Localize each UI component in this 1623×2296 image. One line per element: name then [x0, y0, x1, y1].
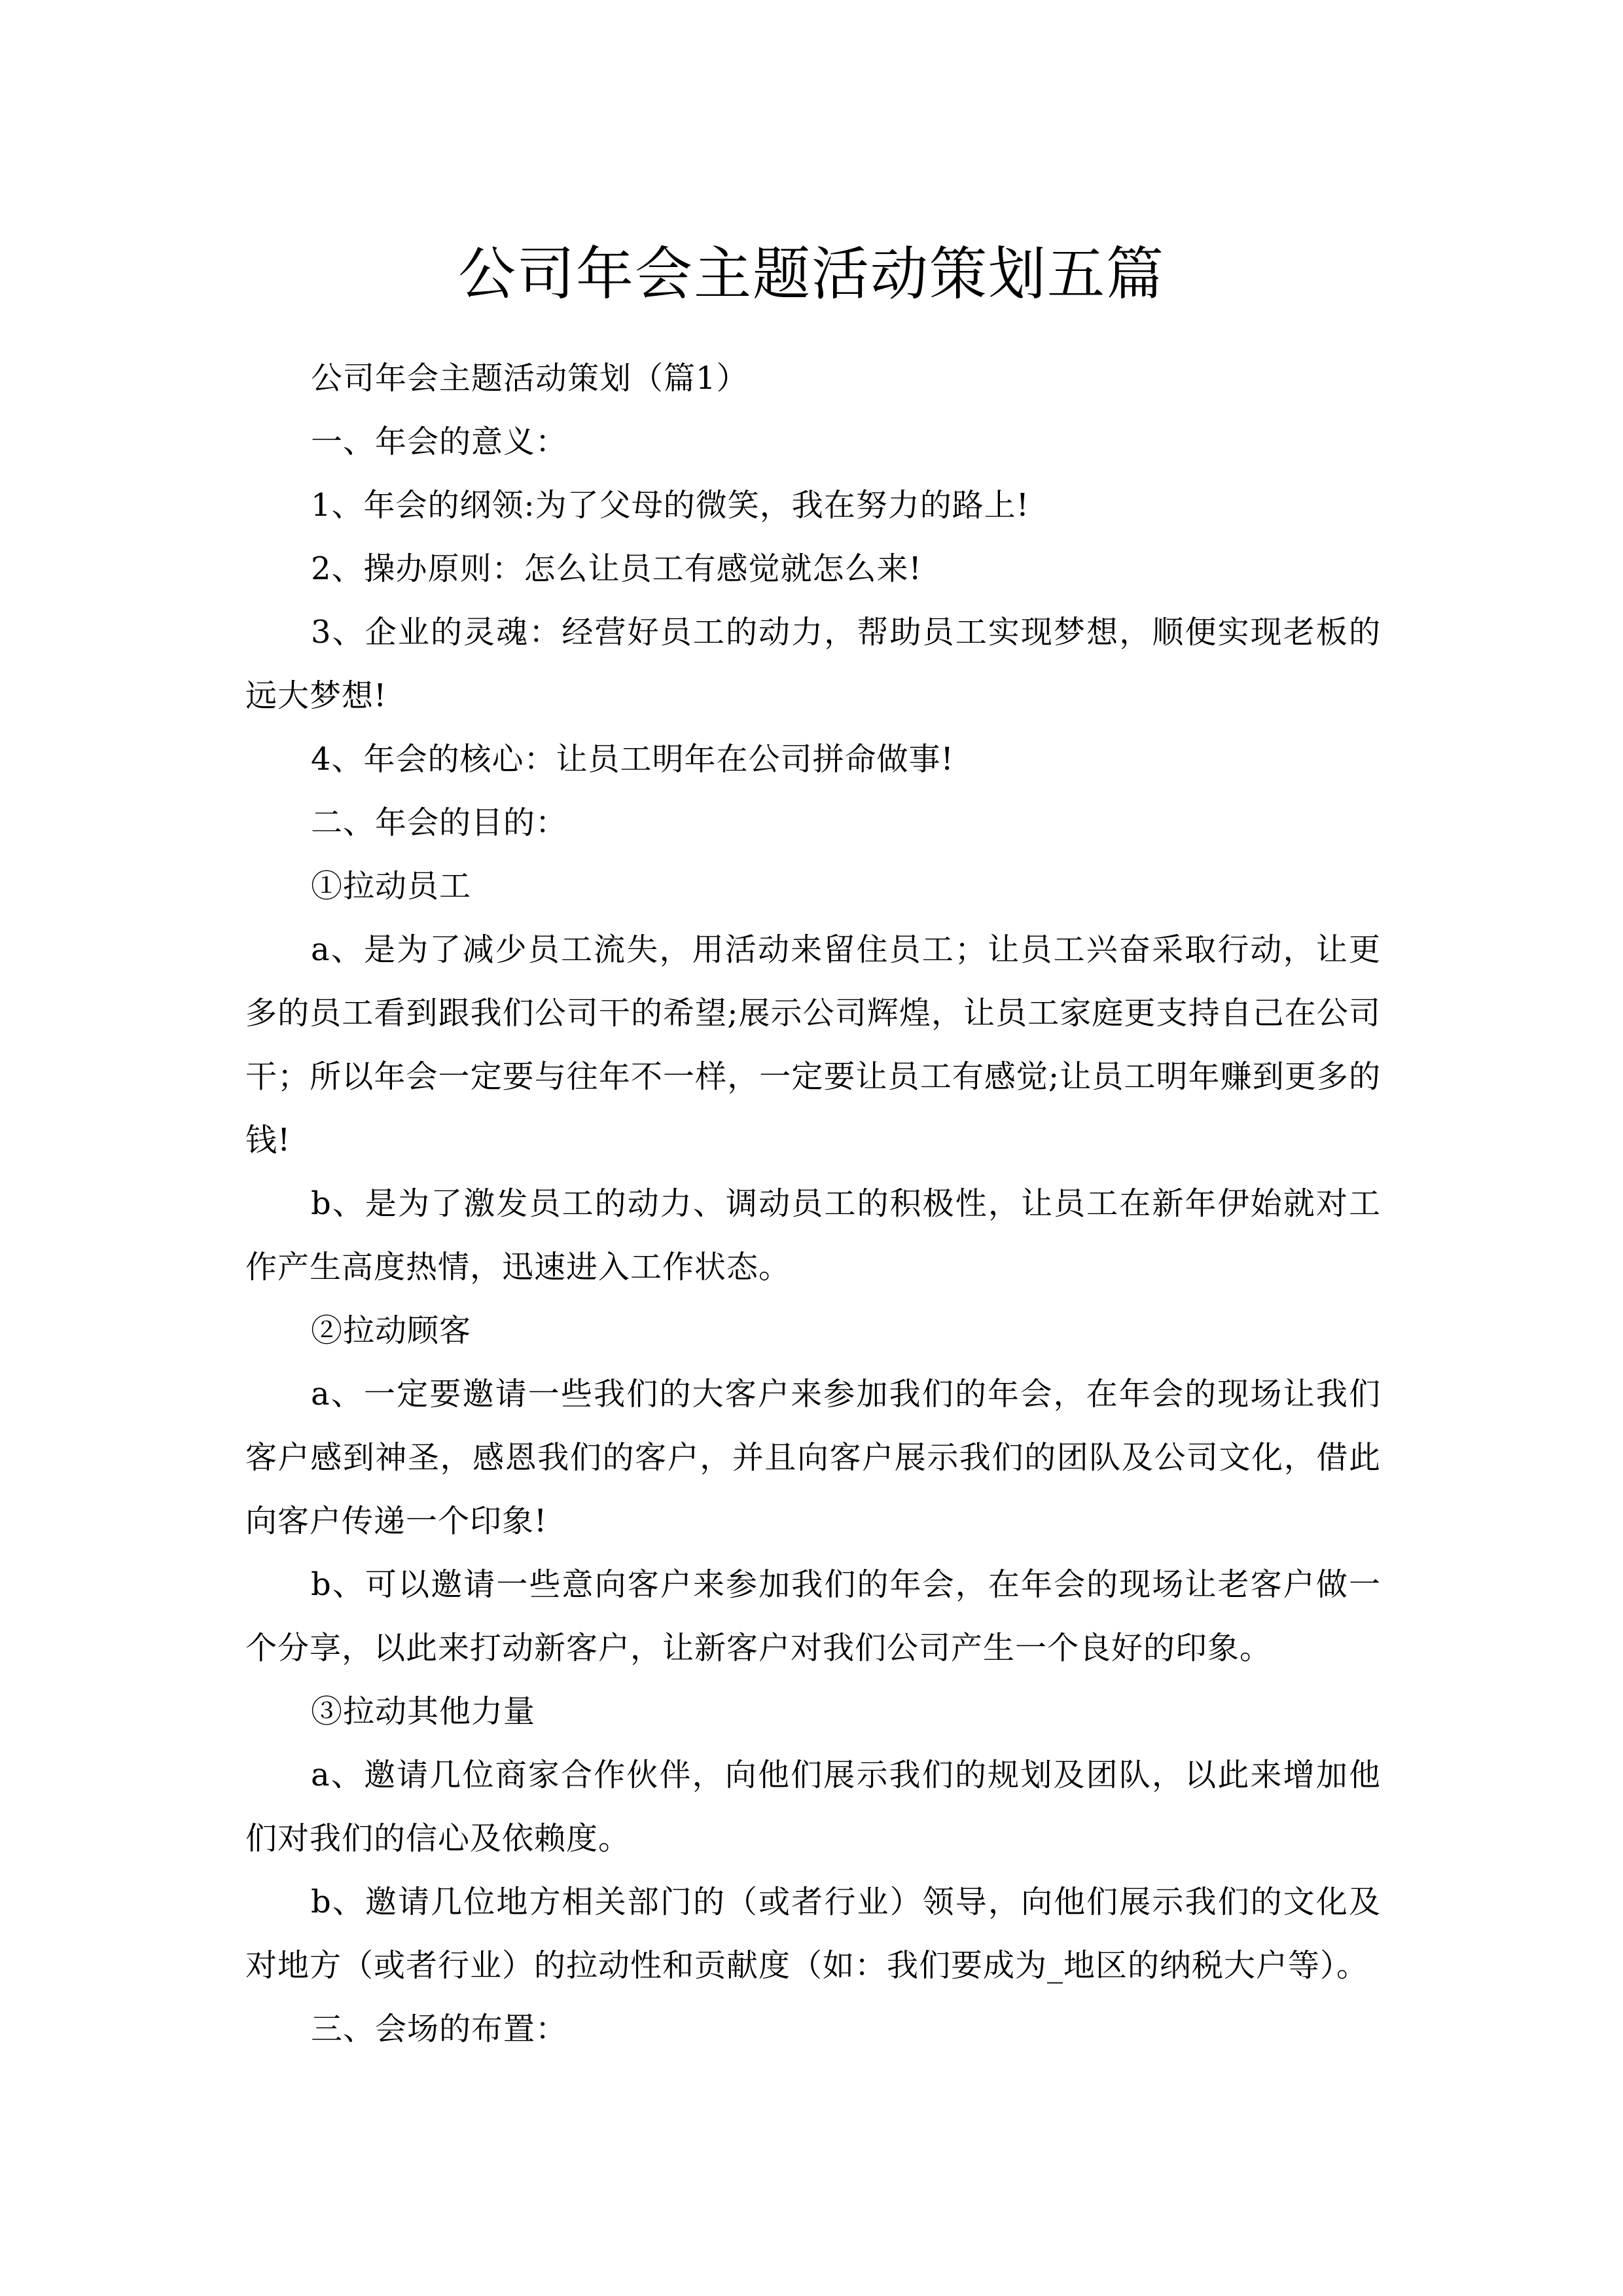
document-title: 公司年会主题活动策划五篇: [457, 240, 1165, 308]
paragraph: b、邀请几位地方相关部门的（或者行业）领导，向他们展示我们的文化及对地方（或者行业）的拉动性和贡献度（如：我们要成为_地区的纳税大户等）。: [245, 1884, 1381, 1984]
heading-purpose: 二、年会的目的：: [311, 804, 568, 841]
section-subtitle: 公司年会主题活动策划（篇1）: [311, 360, 749, 397]
subheading-employees: ①拉动员工: [311, 868, 472, 905]
heading-venue-layout: 三、会场的布置：: [311, 2011, 568, 2047]
paragraph: a、是为了减少员工流失，用活动来留住员工；让员工兴奋采取行动，让更多的员工看到跟我们公司干的希望;展示公司辉煌，让员工家庭更支持自己在公司干；所以年会一定要与往年不一样，一定要让员工有感觉;让员工明年赚到更多的钱!: [245, 931, 1381, 1158]
paragraph: 4、年会的核心：让员工明年在公司拼命做事!: [311, 741, 954, 778]
paragraph: 3、企业的灵魂：经营好员工的动力，帮助员工实现梦想，顺便实现老板的远大梦想!: [245, 614, 1381, 714]
paragraph: 1、年会的纲领:为了父母的微笑，我在努力的路上!: [311, 487, 1030, 524]
paragraph: b、可以邀请一些意向客户来参加我们的年会，在年会的现场让老客户做一个分享，以此来打动新客户，让新客户对我们公司产生一个良好的印象。: [245, 1566, 1381, 1666]
paragraph: a、邀请几位商家合作伙伴，向他们展示我们的规划及团队，以此来增加他们对我们的信心及依赖度。: [245, 1757, 1381, 1857]
subheading-customers: ②拉动顾客: [311, 1312, 472, 1349]
paragraph: b、是为了激发员工的动力、调动员工的积极性，让员工在新年伊始就对工作产生高度热情，迅速进入工作状态。: [245, 1185, 1381, 1285]
paragraph: 2、操办原则：怎么让员工有感觉就怎么来!: [311, 550, 922, 587]
heading-significance: 一、年会的意义：: [311, 423, 568, 460]
subheading-other-forces: ③拉动其他力量: [311, 1693, 536, 1730]
document-body: [245, 347, 1381, 2061]
paragraph: a、一定要邀请一些我们的大客户来参加我们的年会，在年会的现场让我们客户感到神圣，感恩我们的客户，并且向客户展示我们的团队及公司文化，借此向客户传递一个印象!: [245, 1376, 1381, 1539]
